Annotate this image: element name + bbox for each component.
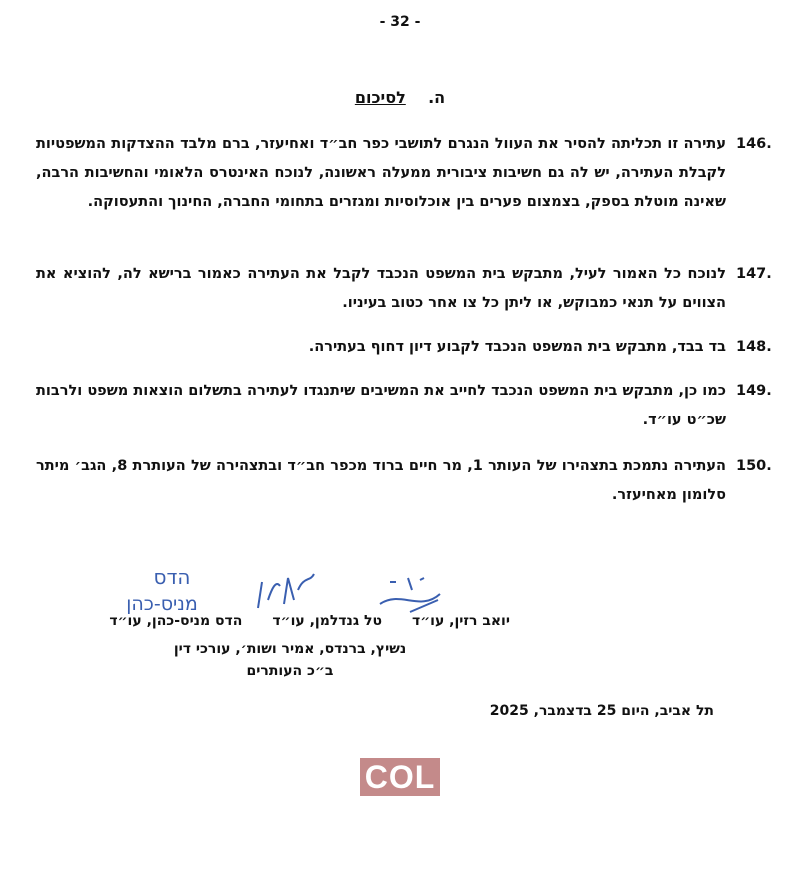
paragraph-number: 149. — [736, 383, 772, 399]
signer-name: יואב רזין, עו״ד — [412, 613, 510, 629]
date-line: תל אביב, היום 25 בדצמבר, 2025 — [489, 703, 714, 719]
paragraph-number: 146. — [736, 136, 772, 152]
paragraph-149 — [36, 377, 772, 435]
paragraph-number: 148. — [736, 339, 772, 355]
paragraph-number: 147. — [736, 266, 772, 282]
signature-name-line1: הדס — [153, 565, 191, 589]
paragraph-150 — [36, 452, 772, 510]
section-title: לסיכום — [354, 88, 406, 107]
paragraph-148 — [36, 333, 772, 362]
signers-row — [70, 613, 510, 629]
paragraph-text: לנוכח כל האמור לעיל, מתבקש בית המשפט הנכבד לקבל את העתירה כאמור ברישא לה, להוציא את הצווים על תנאי כמבוקש, או ליתן כל צו אחר כטוב בעיניו. — [36, 266, 726, 311]
section-letter: ה. — [428, 88, 446, 107]
paragraph-text: העתירה נתמכת בתצהירו של העותר 1, מר חיים ברוד מכפר חב״ד ובתצהירה של העותרת 8, הגב׳ מיתר סלומון מאחיעזר. — [36, 458, 726, 503]
paragraph-text: עתירה זו תכליתה להסיר את העוול הנגרם לתושבי כפר חב״ד ואחיעזר, ברם מלבד ההצדקות המשפטיות לקבלת העתירה, יש לה גם חשיבות ציבורית ממעלה ראשונה, לנוכח האינטרס הלאומי והחשיבות הרבה, שאינה מוטלת בספק, בצמצום פערים בין אוכלוסיות ומגזרים בתחומי החברה, החינוך והתעסוקה. — [36, 136, 726, 210]
paragraph-146 — [36, 130, 772, 217]
paragraph-number: 150. — [736, 458, 772, 474]
col-logo: COL — [360, 758, 440, 796]
signature-name-line2: מניס-כהן — [126, 593, 198, 615]
signature-razin — [380, 578, 440, 612]
page-number: - 32 - — [379, 14, 421, 30]
signature-gandelman — [258, 574, 314, 608]
paragraph-text: בד בבד, מתבקש בית המשפט הנכבד לקבוע דיון דחוף בעתירה. — [308, 339, 726, 355]
paragraph-147 — [36, 260, 772, 318]
paragraph-text: כמו כן, מתבקש בית המשפט הנכבד לחייב את המשיבים שיתנגדו לעתירה בתשלום הוצאות משפט ולרבות שכ״ט עו״ד. — [36, 383, 726, 428]
signer-name: טל גנדלמן, עו״ד — [272, 613, 382, 629]
law-firm — [140, 638, 440, 682]
firm-role: ב״כ העותרים — [246, 663, 334, 679]
section-heading — [0, 88, 800, 107]
signer-name: הדס מניס-כהן, עו״ד — [109, 613, 243, 629]
firm-name: נשיץ, ברנדס, אמיר ושות׳, עורכי דין — [173, 641, 407, 657]
